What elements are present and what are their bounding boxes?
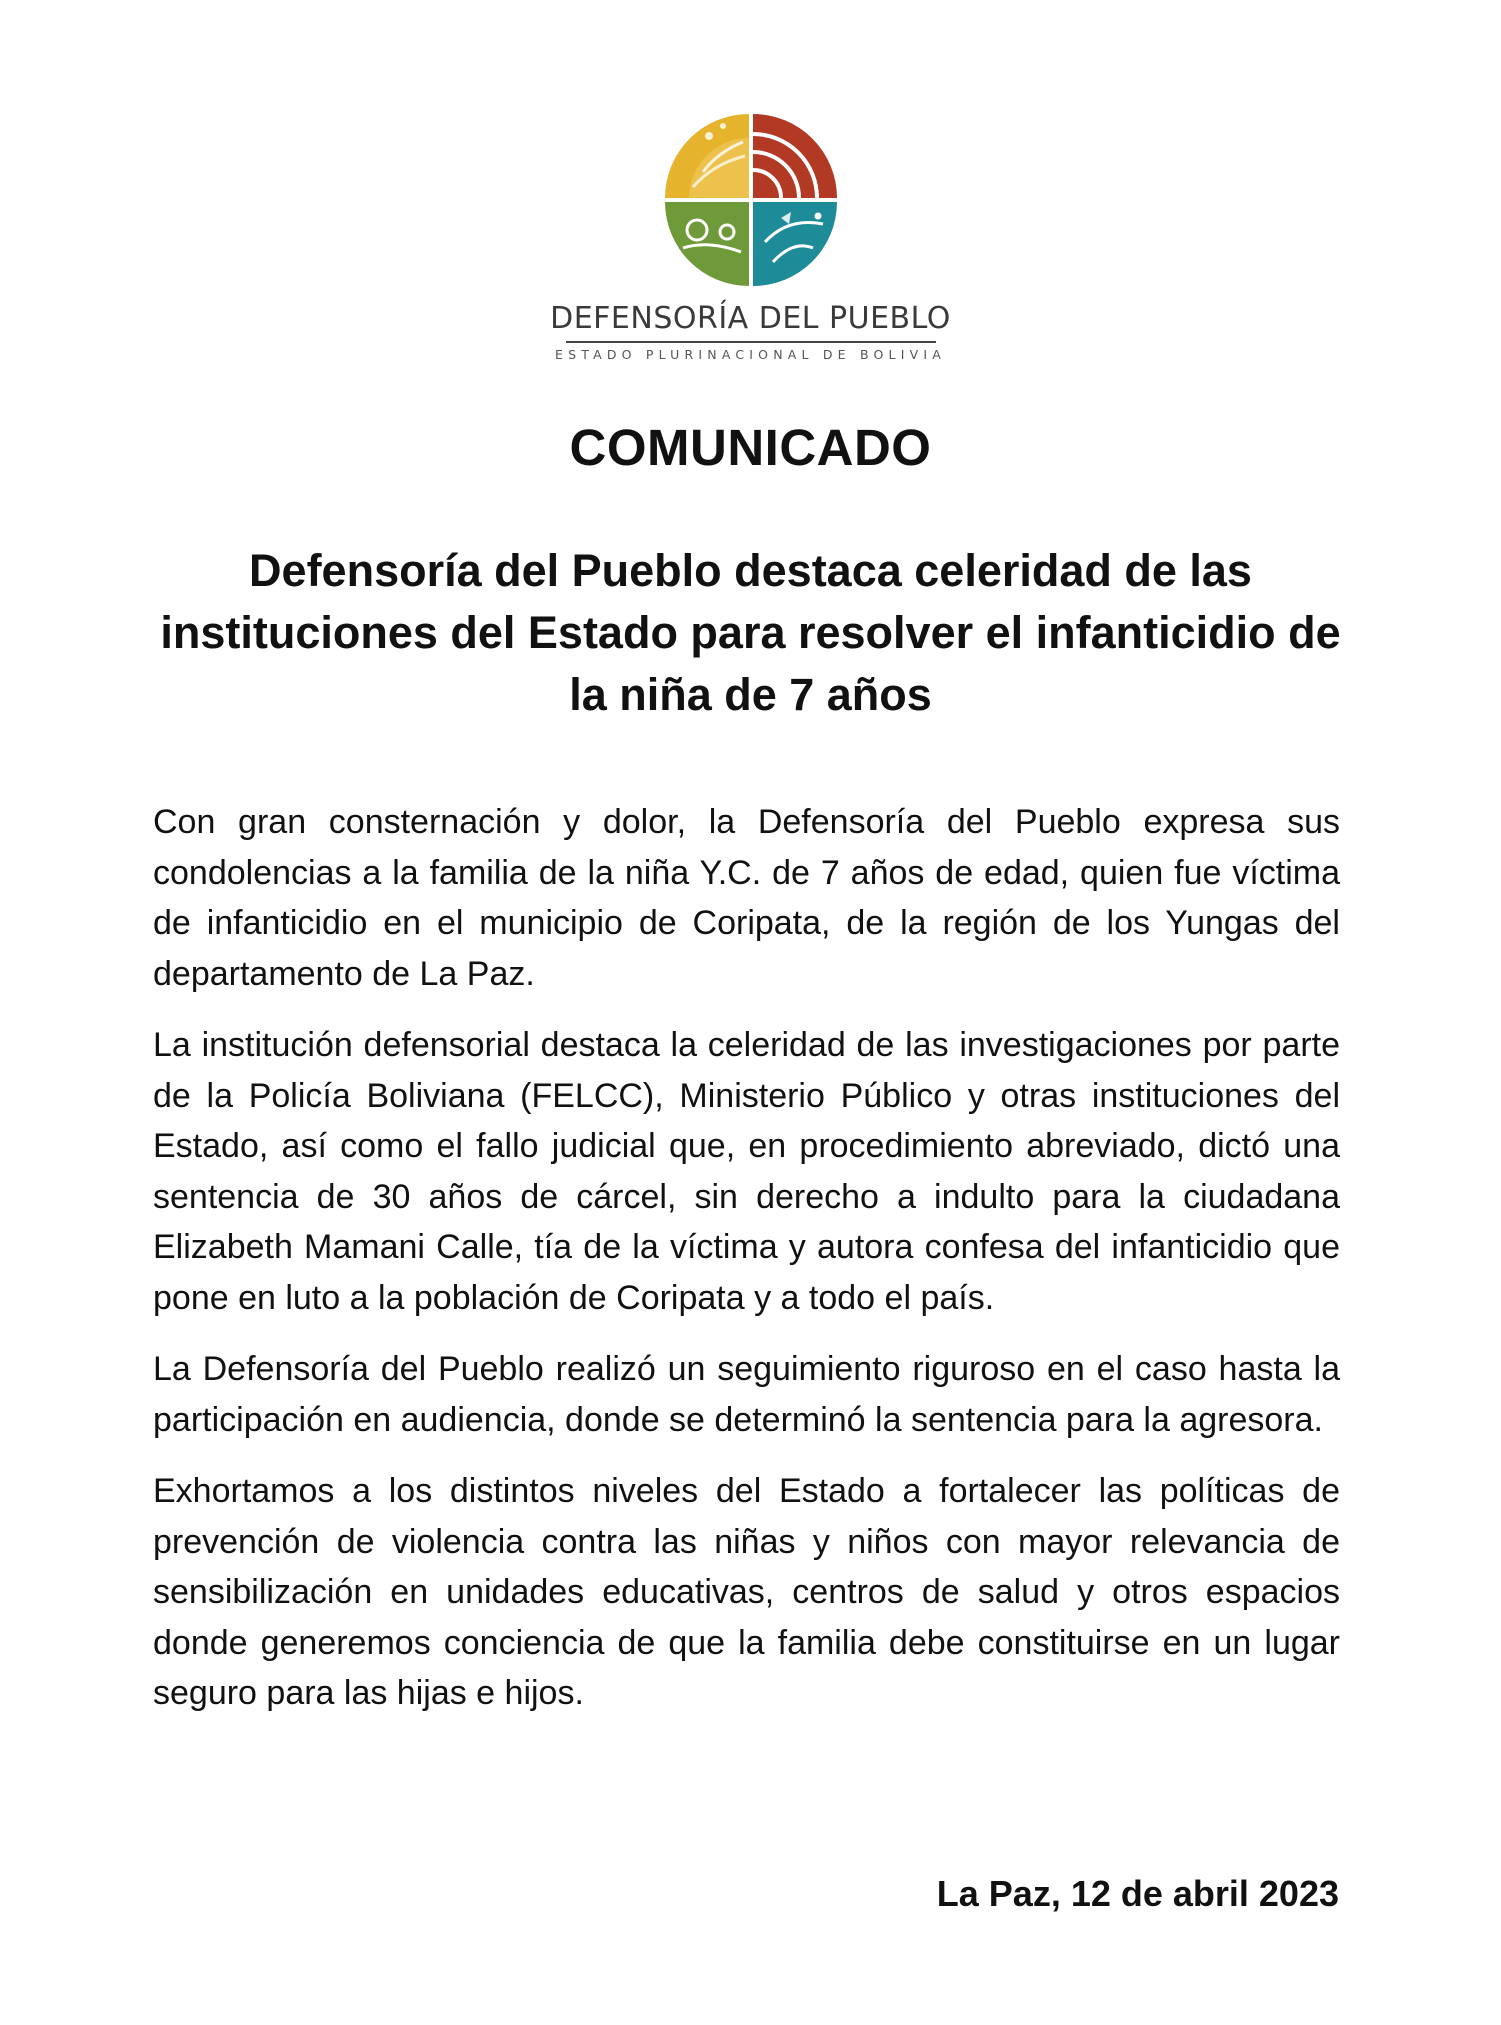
emblem-quadrant-teal [753,202,837,286]
dateline: La Paz, 12 de abril 2023 [936,1873,1339,1914]
body-paragraph: La institución defensorial destaca la celeridad de las investigaciones por parte de la Policía Boliviana (FELCC), Ministerio Público y otras instituciones del Estado, así como el fallo judicial que, en procedimiento abreviado, dictó una sentencia de 30 años de cárcel, sin derecho a indulto para la ciudadana Elizabeth Mamani Calle, tía de la víctima y autora confesa del infanticidio que pone en luto a la población de Coripata y a todo el país. [153,1026,1340,1317]
press-release-headline: Defensoría del Pueblo destaca celeridad de las instituciones del Estado para resolver el infanticidio de la niña de 7 años [160,545,1341,720]
defensoria-logo [0,112,1501,362]
logo-divider [566,341,936,343]
logo-institution-name: DEFENSORÍA DEL PUEBLO [550,301,951,336]
defensoria-emblem-icon [663,112,839,288]
body-paragraph: La Defensoría del Pueblo realizó un seguimiento riguroso en el caso hasta la participación en audiencia, donde se determinó la sentencia para la agresora. [153,1350,1340,1439]
document-type-heading: COMUNICADO [569,419,932,476]
body-paragraph: Con gran consternación y dolor, la Defensoría del Pueblo expresa sus condolencias a la familia de la niña Y.C. de 7 años de edad, quien fue víctima de infanticidio en el municipio de Coripata, de la región de los Yungas del departamento de La Paz. [153,803,1340,993]
emblem-quadrant-red [753,114,837,198]
press-release-body [153,797,1340,1740]
logo-institution-subtitle: ESTADO PLURINACIONAL DE BOLIVIA [555,347,946,362]
body-paragraph: Exhortamos a los distintos niveles del Estado a fortalecer las políticas de prevención de violencia contra las niñas y niños con mayor relevancia de sensibilización en unidades educativas, centros de salud y otros espacios donde generemos conciencia de que la familia debe constituirse en un lugar seguro para las hijas e hijos. [153,1472,1340,1712]
